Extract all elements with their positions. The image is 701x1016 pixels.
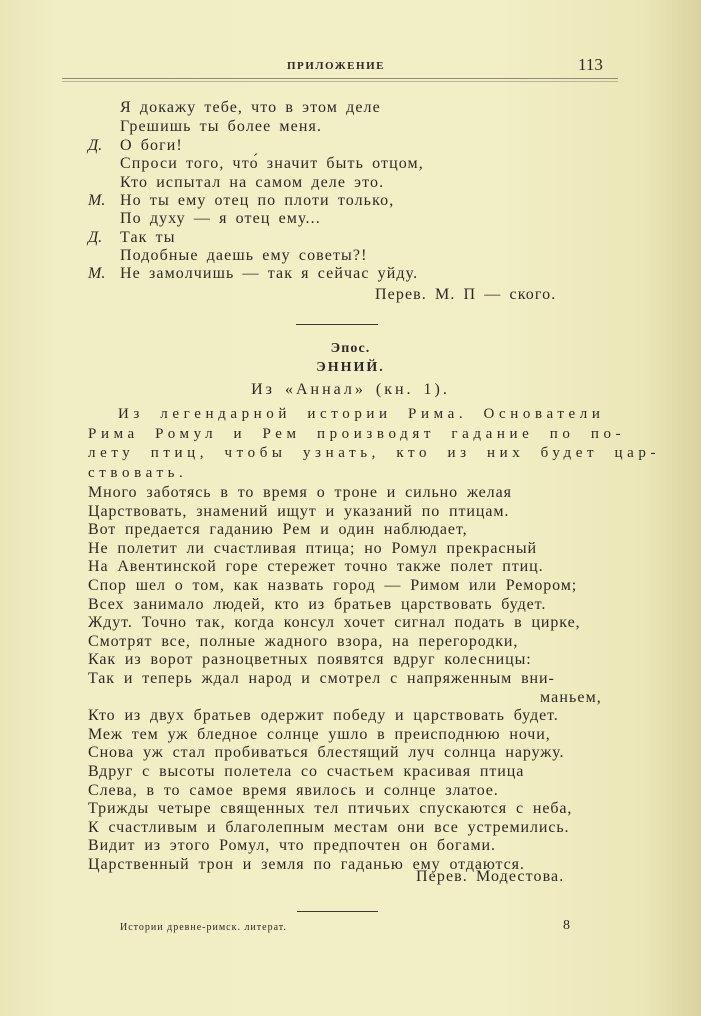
source-heading: Из «Аннал» (кн. 1). — [251, 381, 450, 398]
poem-line: Всех занимало людей, кто из братьев царствовать будет. — [88, 595, 547, 613]
poem-line: Спор шел о том, как назвать город — Римом или Ремором; — [88, 577, 578, 594]
poem-line: Трижды четыре священных тел птичьих спускаются с неба, — [88, 800, 573, 818]
poem-line: Меж тем уж бледное солнце ушло в преисподнюю ночи, — [88, 725, 551, 743]
section-divider — [296, 324, 378, 325]
poem-line: Снова уж стал пробиваться блестящий луч солнца наружу. — [88, 744, 565, 762]
poem-line: На Авентинской горе стережет точно также полет птиц. — [88, 558, 544, 576]
sheet-number: 8 — [563, 918, 570, 933]
speaker-label: Д. — [88, 229, 103, 246]
speaker-label: М. — [88, 192, 106, 209]
poem-line: Вот предается гаданию Рем и один наблюдает, — [88, 521, 468, 539]
poem-line: Не полетит ли счастливая птица; но Ромул прекрасный — [88, 539, 537, 557]
dialogue-line: Грешишь ты более меня. — [120, 118, 323, 135]
dialogue-line: Подобные даешь ему советы?! — [120, 247, 368, 264]
poem-line: Царствовать, знамений ищут и указаний по птицам. — [88, 502, 510, 520]
speaker-label: М. — [88, 265, 106, 282]
dialogue-line: По духу — я отец ему... — [120, 210, 321, 227]
intro-line: ствовать. — [88, 464, 188, 481]
signature-mark: Истории древне-римск. литерат. — [120, 922, 287, 933]
poem-line: Много заботясь в то время о троне и сильно желая — [88, 484, 512, 501]
poem-line: К счастливым и благолепным местам они все устремились. — [88, 818, 570, 836]
poem-line: Как из ворот разноцветных появятся вдруг колесницы: — [88, 651, 532, 669]
dialogue-line: Я докажу тебе, что в этом деле — [120, 99, 381, 116]
dialogue-line: О боги! — [120, 137, 183, 154]
author-heading: ЭННИЙ. — [316, 360, 385, 375]
dialogue-line: Но ты ему отец по плоти только, — [120, 192, 395, 209]
intro-line: Из легендарной истории Рима. Основатели — [118, 406, 605, 422]
header-rule — [62, 78, 618, 82]
poem-line: Вдруг с высоты полетела со счастьем красивая птица — [88, 763, 525, 780]
genre-heading: Эпос. — [330, 341, 371, 356]
translator-credit-2: Перев. Модестова. — [416, 868, 565, 885]
intro-line: лету птиц, чтобы узнать, кто из них будет цар- — [88, 445, 661, 461]
poem-line: маньем, — [540, 688, 602, 706]
poem-line: Смотрят все, полные жадного взора, на перегородки, — [88, 632, 519, 650]
dialogue-line: Так ты — [120, 229, 176, 246]
poem-line: Видит из этого Ромул, что предпочтен он богами. — [88, 837, 496, 855]
translator-credit: Перев. М. П — ского. — [375, 286, 557, 303]
poem-line: Ждут. Точно так, когда консул хочет сигнал подать в цирке, — [88, 614, 581, 632]
page-number: 113 — [578, 55, 603, 74]
dialogue-line: Кто испытал на самом деле это. — [120, 174, 385, 191]
poem-line: Царственный трон и земля по гаданью ему отдаются. — [88, 856, 525, 873]
intro-line: Рима Ромул и Рем производят гадание по по- — [88, 425, 626, 442]
dialogue-line: Не замолчишь — так я сейчас уйду. — [120, 265, 419, 282]
running-title: ПРИЛОЖЕНИЕ — [287, 60, 385, 72]
end-divider — [297, 911, 378, 912]
poem-line: Слева, в то самое время явилось и солнце златое. — [88, 781, 499, 799]
poem-line: Кто из двух братьев одержит победу и царствовать будет. — [88, 707, 559, 725]
poem-line: Так и теперь ждал народ и смотрел с напряженным вни- — [88, 670, 555, 687]
speaker-label: Д. — [88, 137, 103, 154]
dialogue-line: Спроси того, что́ значит быть отцом, — [120, 155, 424, 172]
